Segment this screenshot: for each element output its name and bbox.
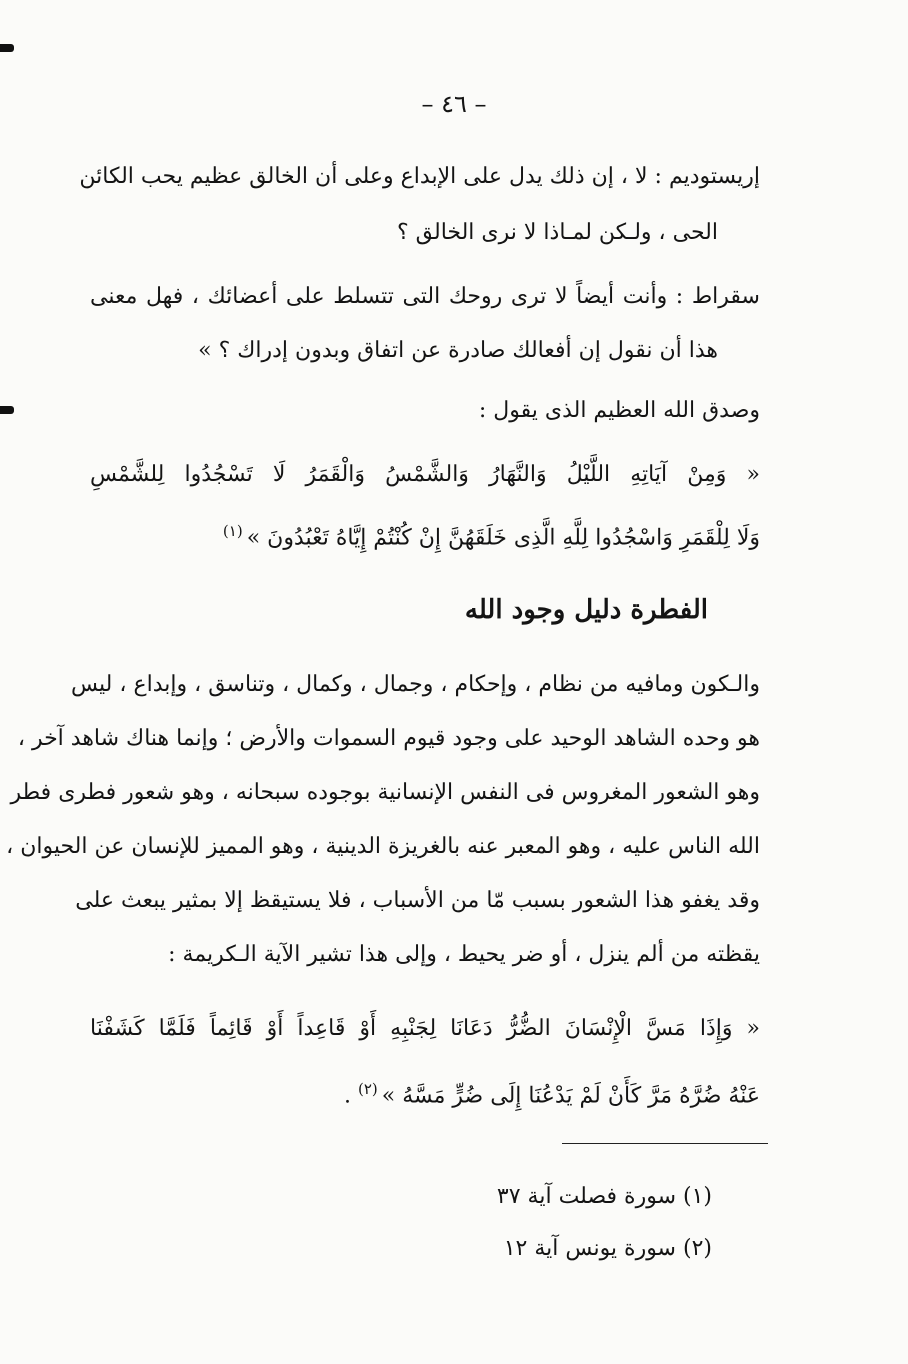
dialogue-line-2: الحى ، ولـكن لمـاذا لا نرى الخالق ؟	[396, 220, 718, 245]
verse-1-line-1: « وَمِنْ آيَاتِهِ اللَّيْلُ وَالنَّهَارُ وَالشَّمْسُ وَالْقَمَرُ لَا تَسْجُدُوا لِلشَّمْسِ	[90, 462, 760, 487]
verse-1-line-2-text: وَلَا لِلْقَمَرِ وَاسْجُدُوا لِلَّهِ الَّذِى خَلَقَهُنَّ إِنْ كُنْتُمْ إِيَّاهُ تَعْبُدُونَ »	[246, 525, 760, 551]
dialogue-line-1: إريستوديم : لا ، إن ذلك يدل على الإبداع وعلى أن الخالق عظيم يحب الكائن	[79, 164, 760, 189]
scan-edge-mark-top	[0, 44, 14, 52]
verse-1-line-2	[90, 514, 760, 555]
scan-edge-mark-middle	[0, 406, 14, 414]
verse-2-line-2-text: عَنْهُ ضُرَّهُ مَرَّ كَأَنْ لَمْ يَدْعُنَا إِلَى ضُرٍّ مَسَّهُ »	[381, 1083, 760, 1109]
verse-2-end-mark: .	[343, 1083, 351, 1109]
verse-intro: وصدق الله العظيم الذى يقول :	[478, 398, 760, 423]
verse-2-line-1: « وَإِذَا مَسَّ الْإِنْسَانَ الضُّرُّ دَعَانَا لِجَنْبِهِ أَوْ قَاعِداً أَوْ قَائِماً فَلَمَّا كَشَفْنَا	[90, 1016, 760, 1041]
footnote-ref-2: (٢)	[357, 1080, 378, 1098]
section-heading: الفطرة دليل وجود الله	[464, 595, 708, 625]
body-line-6: يقظته من ألم ينزل ، أو ضر يحيط ، وإلى هذا تشير الآية الـكريمة :	[168, 942, 760, 967]
verse-2-line-2	[90, 1072, 760, 1113]
page-number: – ٤٦ –	[421, 90, 487, 118]
body-line-3: وهو الشعور المغروس فى النفس الإنسانية بوجوده سبحانه ، وهو شعور فطرى فطر	[10, 780, 760, 805]
dialogue-line-3: سقراط : وأنت أيضاً لا ترى روحك التى تتسلط على أعضائك ، فهل معنى	[90, 284, 760, 309]
body-line-4: الله الناس عليه ، وهو المعبر عنه بالغريزة الدينية ، وهو المميز للإنسان عن الحيوان ،	[6, 834, 760, 859]
body-line-1: والـكون ومافيه من نظام ، وإحكام ، وجمال ، وكمال ، وتناسق ، وإبداع ، ليس	[71, 672, 760, 697]
footnote-2: (٢) سورة يونس آية ١٢	[503, 1236, 712, 1261]
dialogue-line-4: هذا أن نقول إن أفعالك صادرة عن اتفاق وبدون إدراك ؟ »	[198, 338, 718, 363]
footnote-1: (١) سورة فصلت آية ٣٧	[496, 1184, 712, 1209]
footnote-divider	[562, 1143, 768, 1144]
body-line-2: هو وحده الشاهد الوحيد على وجود قيوم السموات والأرض ؛ وإنما هناك شاهد آخر ،	[17, 726, 760, 751]
footnote-ref-1: (١)	[222, 522, 243, 540]
body-line-5: وقد يغفو هذا الشعور بسبب مّا من الأسباب ، فلا يستيقظ إلا بمثير يبعث على	[75, 888, 760, 913]
